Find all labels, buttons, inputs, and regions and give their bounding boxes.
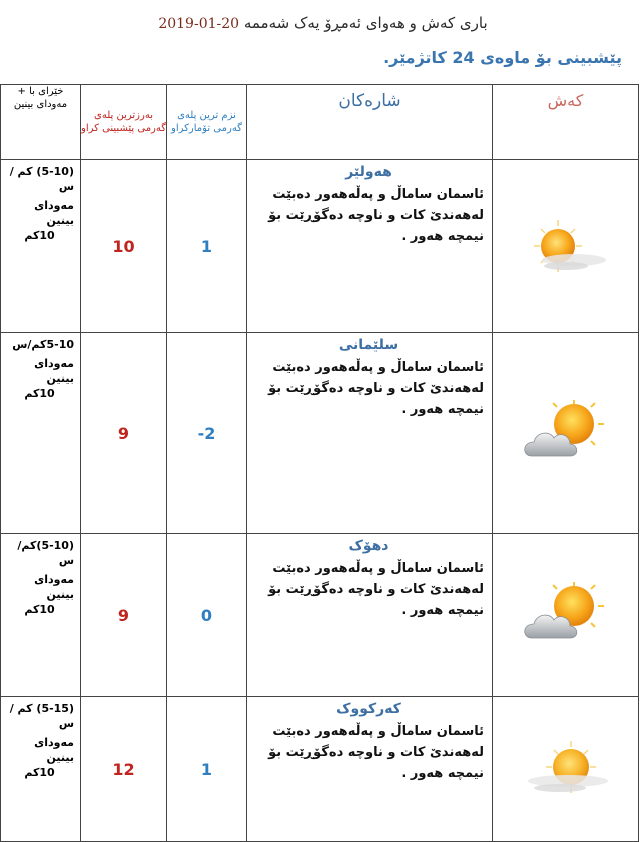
sun-with-haze-icon — [516, 216, 616, 276]
city-cell — [247, 697, 493, 842]
min-temp: 1 — [167, 160, 247, 333]
min-temp: 1 — [167, 697, 247, 842]
forecast-table — [0, 84, 639, 842]
visibility-value: 10کم — [24, 603, 55, 616]
visibility-label: مەودای بینین — [34, 573, 74, 601]
city-cell — [247, 160, 493, 333]
weather-icon-cell — [493, 160, 639, 333]
city-cell — [247, 333, 493, 534]
visibility-value: 10کم — [24, 766, 55, 779]
city-name: کەرکووک — [336, 701, 401, 717]
header-min-temp: نزم ترین پلەی گەرمی تۆمارکراو — [167, 85, 247, 160]
city-description: ئاسمان ساماڵ و پەڵەهەور دەبێت لەهەندێ کات و ناوچە دەگۆڕێت بۆ نیمچە هەور . — [268, 187, 484, 244]
weather-icon-cell — [493, 333, 639, 534]
table-row — [1, 534, 639, 697]
city-name: دهۆک — [348, 538, 389, 554]
visibility-label: مەودای بینین — [34, 199, 74, 227]
wind-speed: (5-15) کم /س — [9, 702, 74, 730]
max-temp: 9 — [81, 534, 167, 697]
max-temp: 12 — [81, 697, 167, 842]
partly-cloudy-icon — [516, 398, 616, 468]
city-description: ئاسمان ساماڵ و پەڵەهەور دەبێت لەهەندێ کات و ناوچە دەگۆڕێت بۆ نیمچە هەور . — [268, 360, 484, 417]
city-description: ئاسمان ساماڵ و پەڵەهەور دەبێت لەهەندێ کات و ناوچە دەگۆڕێت بۆ نیمچە هەور . — [268, 724, 484, 781]
header-max-temp: بەرزترین پلەی گەرمی پێشبینی کراو — [81, 85, 167, 160]
title-text: باری کەش و هەوای ئەمڕۆ یەک شەممە — [243, 14, 488, 32]
min-temp: 0 — [167, 534, 247, 697]
partly-cloudy-icon — [516, 580, 616, 650]
table-row — [1, 333, 639, 534]
wind-speed: (5-10)کم/س — [17, 539, 74, 567]
table-row — [1, 697, 639, 842]
city-description: ئاسمان ساماڵ و پەڵەهەور دەبێت لەهەندێ کات و ناوچە دەگۆڕێت بۆ نیمچە هەور . — [268, 561, 484, 618]
page-title — [0, 14, 640, 32]
sun-with-haze-icon — [516, 739, 616, 799]
city-name: سلێمانی — [338, 337, 399, 353]
min-temp: -2 — [167, 333, 247, 534]
title-date: 2019-01-20 — [158, 16, 240, 32]
max-temp: 10 — [81, 160, 167, 333]
wind-cell — [1, 697, 81, 842]
visibility-value: 10کم — [24, 387, 55, 400]
wind-speed: 5-10کم/س — [12, 338, 74, 351]
header-weather: کەش — [493, 85, 639, 160]
header-cities: شارەکان — [247, 85, 493, 160]
table-header-row — [1, 85, 639, 160]
visibility-label: مەودای بینین — [34, 736, 74, 764]
wind-cell — [1, 160, 81, 333]
visibility-value: 10کم — [24, 229, 55, 242]
max-temp: 9 — [81, 333, 167, 534]
wind-speed: (5-10) کم /س — [9, 165, 74, 193]
table-row — [1, 160, 639, 333]
city-name: هەولێر — [345, 164, 392, 180]
wind-cell — [1, 333, 81, 534]
forecast-subtitle: پێشبینی بۆ ماوەی 24 کاتژمێر. — [383, 48, 622, 67]
weather-icon-cell — [493, 697, 639, 842]
weather-icon-cell — [493, 534, 639, 697]
city-cell — [247, 534, 493, 697]
wind-cell — [1, 534, 81, 697]
visibility-label: مەودای بینین — [34, 357, 74, 385]
header-wind: خێرای با + مەودای بینین — [1, 85, 81, 160]
